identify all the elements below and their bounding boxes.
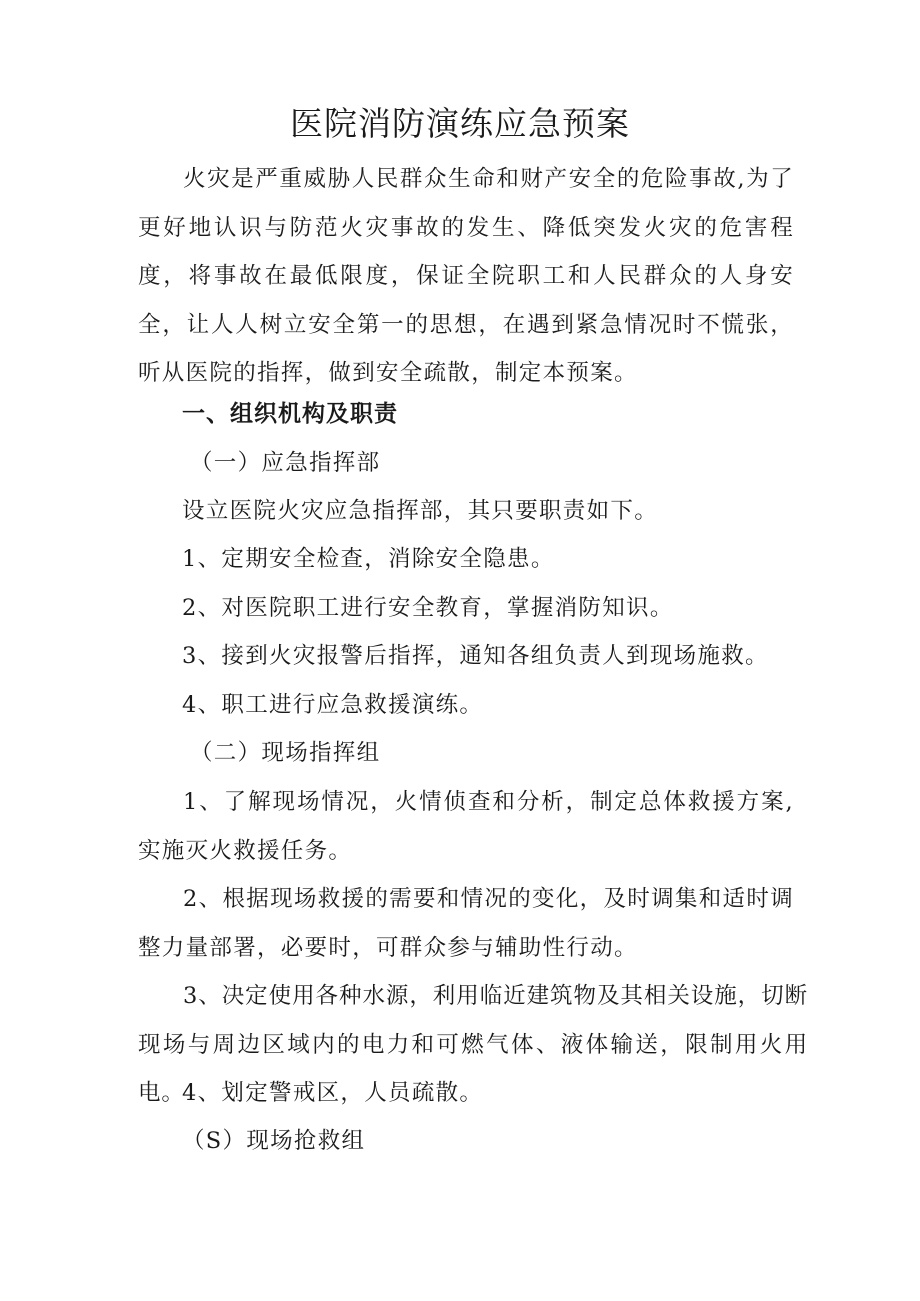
field-command-item-4: 4、划定警戒区，人员疏散。 <box>182 1080 484 1106</box>
field-command-item-3: 3、决定使用各种水源，利用临近建筑物及其相关设施，切断现场与周边区域内的电力和可燃气体、液体输送，限制用火用电。 <box>138 983 808 1106</box>
subsection-heading-field-command: （二）现场指挥组 <box>190 740 381 766</box>
command-item-4: 4、职工进行应急救援演练。 <box>182 692 484 718</box>
command-item-1: 1、定期安全检查，消除安全隐患。 <box>182 546 555 572</box>
field-command-item-2: 2、根据现场救援的需要和情况的变化，及时调集和适时调整力量部署，必要时，可群众参与辅助性行动。 <box>138 886 794 961</box>
document-title: 医院消防演练应急预案 <box>290 104 630 143</box>
subsection-heading-rescue: （S）现场抢救组 <box>182 1128 366 1154</box>
command-intro: 设立医院火灾应急指挥部，其只要职责如下。 <box>182 498 659 524</box>
intro-paragraph: 火灾是严重威胁人民群众生命和财产安全的危险事故,为了更好地认识与防范火灾事故的发生、降低突发火灾的危害程度，将事故在最低限度，保证全院职工和人民群众的人身安全，让人人树立安全第一的思想，在遇到紧急情况时不慌张，听从医院的指挥，做到安全疏散，制定本预案。 <box>138 166 794 386</box>
command-item-2: 2、对医院职工进行安全教育，掌握消防知识。 <box>182 595 674 621</box>
command-item-3: 3、接到火灾报警后指挥，通知各组负责人到现场施救。 <box>182 643 769 669</box>
subsection-heading-command: （一）应急指挥部 <box>190 450 381 476</box>
section-heading-organization: 一、组织机构及职责 <box>182 401 398 427</box>
field-command-item-1: 1、了解现场情况，火情侦查和分析，制定总体救援方案,实施灭火救援任务。 <box>138 789 794 864</box>
